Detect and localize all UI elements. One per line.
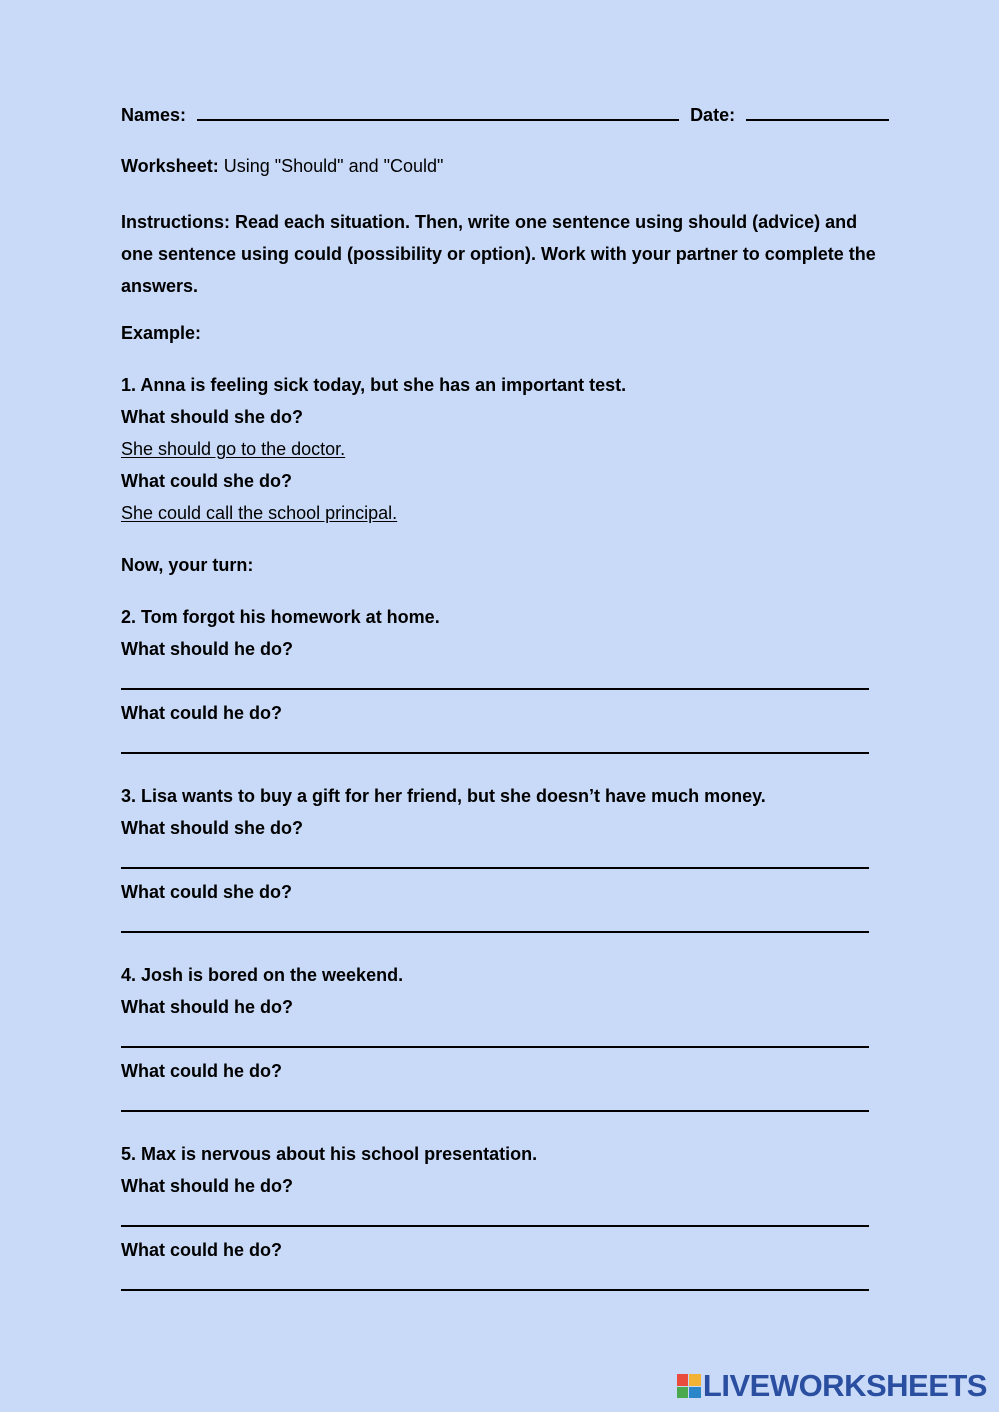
example-should-answer: She should go to the doctor. xyxy=(121,439,346,459)
turn-heading: Now, your turn: xyxy=(121,555,254,575)
example-could-answer: She could call the school principal. xyxy=(121,503,398,523)
could-question-4: What could he do? xyxy=(121,1061,282,1081)
worksheet-title-row xyxy=(121,155,443,177)
example-heading: Example: xyxy=(121,323,202,343)
situation-2: 2. Tom forgot his homework at home. xyxy=(121,607,440,627)
example-could-question: What could she do? xyxy=(121,471,292,491)
date-field[interactable] xyxy=(746,103,889,121)
could-answer-line-2[interactable] xyxy=(121,752,869,754)
should-answer-line-2[interactable] xyxy=(121,688,869,690)
example-situation: 1. Anna is feeling sick today, but she has an important test. xyxy=(121,375,627,395)
should-answer-line-5[interactable] xyxy=(121,1225,869,1227)
could-answer-line-4[interactable] xyxy=(121,1110,869,1112)
logo-icon xyxy=(677,1374,701,1398)
situation-3: 3. Lisa wants to buy a gift for her friend, but she doesn’t have much money. xyxy=(121,786,766,806)
could-question-3: What could she do? xyxy=(121,882,292,902)
worksheet-label: Worksheet: xyxy=(121,156,219,176)
worksheet-title: Using "Should" and "Could" xyxy=(223,156,444,176)
names-field[interactable] xyxy=(197,103,679,121)
could-question-5: What could he do? xyxy=(121,1240,282,1260)
could-answer-line-5[interactable] xyxy=(121,1289,869,1291)
could-question-2: What could he do? xyxy=(121,703,282,723)
example-should-question: What should she do? xyxy=(121,407,303,427)
liveworksheets-logo xyxy=(677,1368,987,1404)
could-answer-line-3[interactable] xyxy=(121,931,869,933)
should-answer-line-4[interactable] xyxy=(121,1046,869,1048)
should-answer-line-3[interactable] xyxy=(121,867,869,869)
instructions: Instructions: Read each situation. Then, write one sentence using should (advice) and one sentence using could (possibility or option). Work with your partner to complete the answers. xyxy=(121,212,876,296)
should-question-4: What should he do? xyxy=(121,997,293,1017)
situation-5: 5. Max is nervous about his school presentation. xyxy=(121,1144,538,1164)
date-label: Date: xyxy=(690,105,736,125)
names-date-row xyxy=(121,103,889,126)
situation-4: 4. Josh is bored on the weekend. xyxy=(121,965,404,985)
should-question-2: What should he do? xyxy=(121,639,293,659)
logo-text: LIVEWORKSHEETS xyxy=(702,1368,987,1403)
names-label: Names: xyxy=(121,105,187,125)
should-question-5: What should he do? xyxy=(121,1176,293,1196)
should-question-3: What should she do? xyxy=(121,818,303,838)
